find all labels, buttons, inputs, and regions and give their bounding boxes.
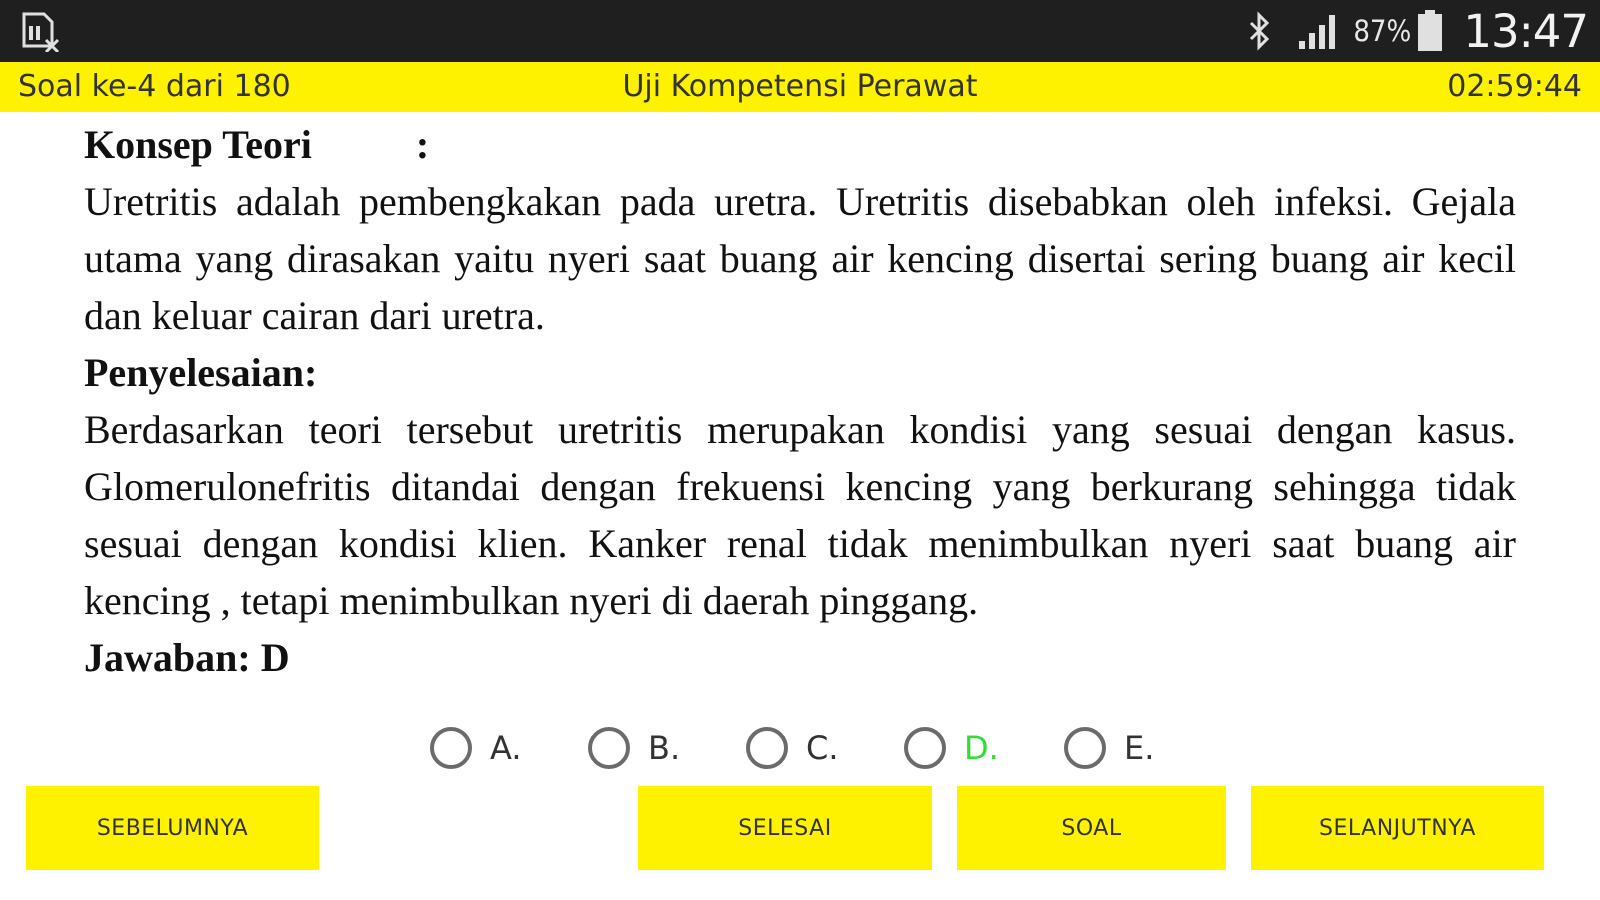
- concept-heading-text: Konsep Teori: [84, 122, 312, 167]
- status-bar: [0, 0, 1600, 62]
- questions-button[interactable]: SOAL: [957, 786, 1226, 870]
- countdown-timer: 02:59:44: [1447, 69, 1582, 104]
- option-b-label: B.: [648, 729, 681, 767]
- radio-button-e[interactable]: [1064, 727, 1106, 769]
- option-e-label: E.: [1124, 729, 1155, 767]
- solution-text: Berdasarkan teori tersebut uretritis merupakan kondisi yang sesuai dengan kasus. Glomerulonefritis ditandai dengan frekuensi kencing yang berkurang sehingga tidak sesuai dengan kondisi klien. Kanker renal tidak menimbulkan nyeri saat buang air kencing , tetapi menimbulkan nyeri di daerah pinggang.: [84, 407, 1516, 623]
- option-a-label: A.: [490, 729, 522, 767]
- sim-card-error-icon: [20, 12, 60, 52]
- previous-button[interactable]: SEBELUMNYA: [26, 786, 319, 870]
- battery-percent: 87%: [1353, 14, 1412, 48]
- concept-separator: :: [415, 122, 430, 167]
- option-e[interactable]: [1064, 720, 1154, 776]
- radio-button-b[interactable]: [588, 727, 630, 769]
- page-title: Uji Kompetensi Perawat: [622, 69, 978, 104]
- option-a[interactable]: [430, 720, 522, 776]
- answer-text: Jawaban: D: [84, 635, 290, 680]
- option-c-label: C.: [806, 729, 839, 767]
- option-d-label: D.: [964, 729, 999, 767]
- solution-heading: Penyelesaian:: [84, 350, 318, 395]
- finish-button[interactable]: SELESAI: [638, 786, 932, 870]
- battery-icon: [1417, 10, 1443, 52]
- concept-text: Uretritis adalah pembengkakan pada uretra. Uretritis disebabkan oleh infeksi. Gejala utama yang dirasakan yaitu nyeri saat buang air kencing disertai sering buang air kecil dan keluar cairan dari uretra.: [84, 179, 1516, 338]
- cell-signal-icon: [1297, 11, 1341, 51]
- next-button[interactable]: SELANJUTNYA: [1251, 786, 1544, 870]
- radio-button-a[interactable]: [430, 727, 472, 769]
- option-c[interactable]: [746, 720, 839, 776]
- option-d[interactable]: [904, 720, 999, 776]
- bluetooth-icon: [1245, 11, 1275, 51]
- question-counter: Soal ke-4 dari 180: [18, 69, 291, 104]
- radio-button-c[interactable]: [746, 727, 788, 769]
- app-header: [0, 62, 1600, 112]
- explanation-content: [84, 116, 1516, 686]
- concept-heading: [84, 116, 1516, 173]
- radio-button-d[interactable]: [904, 727, 946, 769]
- option-b[interactable]: [588, 720, 680, 776]
- clock: 13:47: [1463, 4, 1588, 58]
